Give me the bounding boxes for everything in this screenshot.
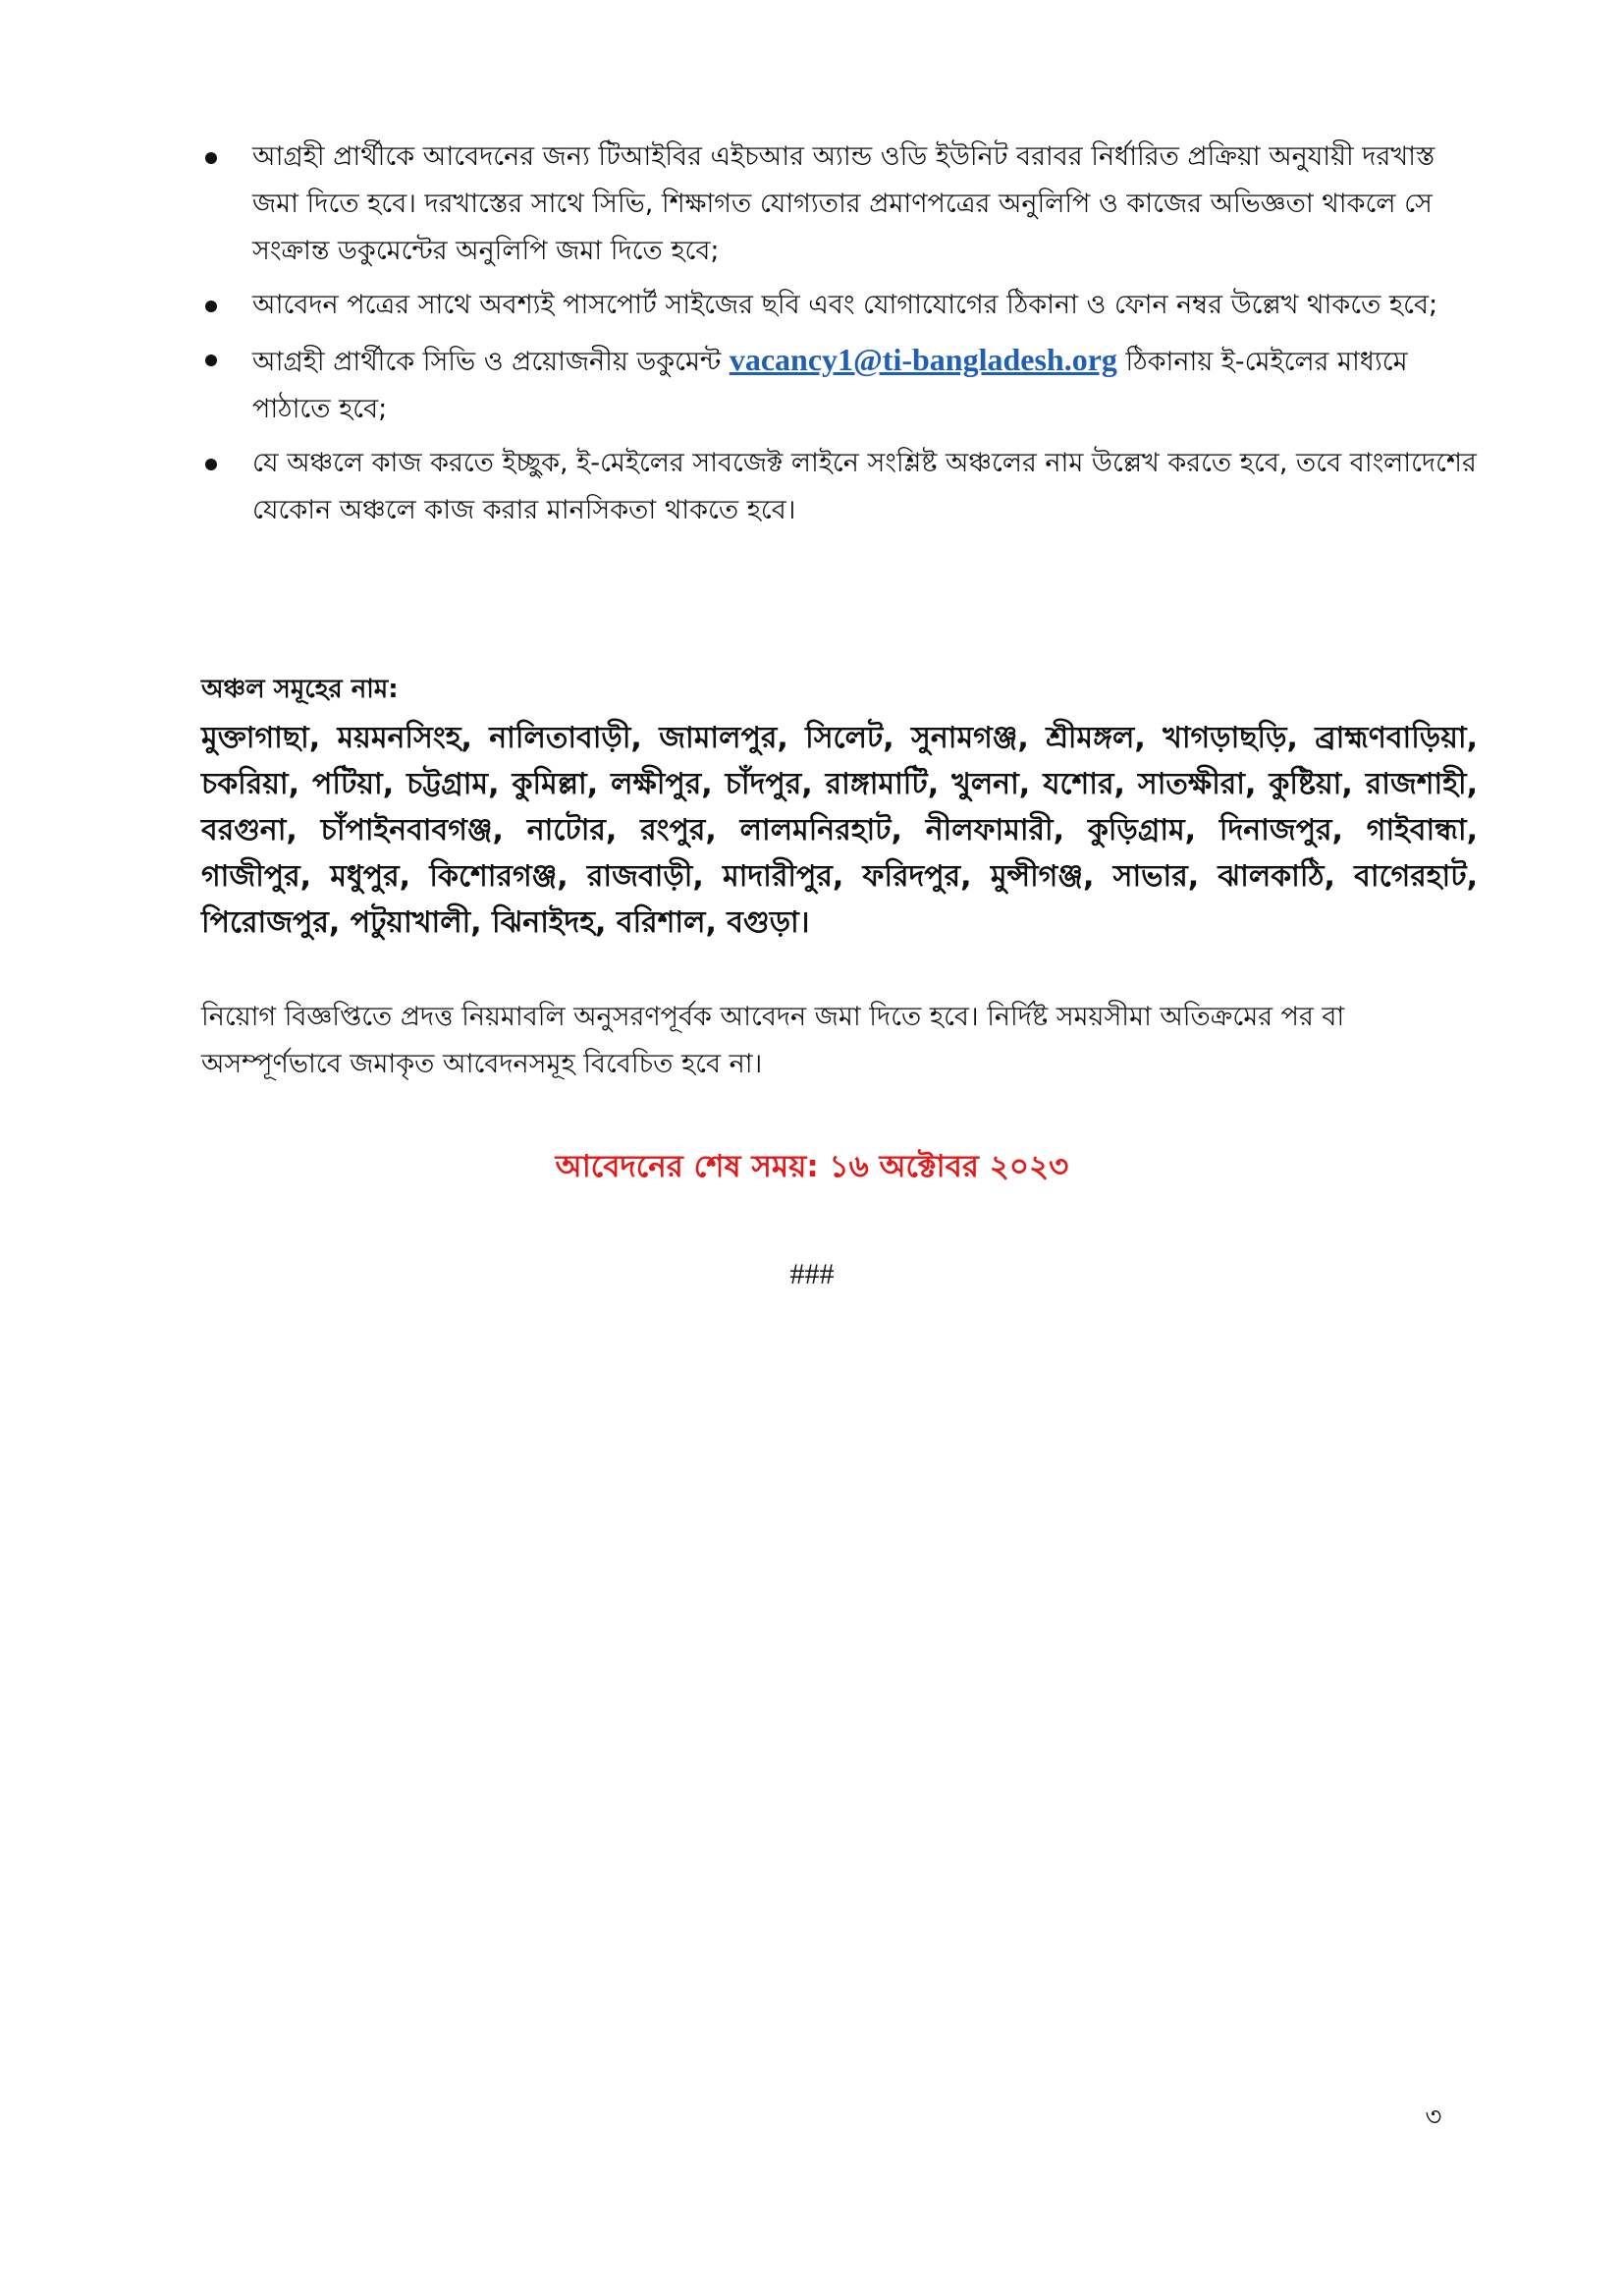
list-item — [201, 440, 1478, 534]
instructions-paragraph: নিয়োগ বিজ্ঞপ্তিতে প্রদত্ত নিয়মাবলি অনুসরণপূর্বক আবেদন জমা দিতে হবে। নির্দিষ্ট সময়সীমা অতিক্রমের পর বা অসম্পূর্ণভাবে জমাকৃত আবেদনসমূহ বিবেচিত হবে না। — [201, 1002, 1345, 1079]
bullet-icon — [205, 459, 217, 470]
regions-list: মুক্তাগাছা, ময়মনসিংহ, নালিতাবাড়ী, জামালপুর, সিলেট, সুনামগঞ্জ, শ্রীমঙ্গল, খাগড়াছড়ি, ব্রাহ্মণবাড়িয়া, চকরিয়া, পটিয়া, চট্টগ্রাম, কুমিল্লা, লক্ষীপুর, চাঁদপুর, রাঙ্গামাটি, খুলনা, যশোর, সাতক্ষীরা, কুষ্টিয়া, রাজশাহী, বরগুনা, চাঁপাইনবাবগঞ্জ, নাটোর, রংপুর, লালমনিরহাট, নীলফামারী, কুড়িগ্রাম, দিনাজপুর, গাইবান্ধা, গাজীপুর, মধুপুর, কিশোরগঞ্জ, রাজবাড়ী, মাদারীপুর, ফরিদপুর, মুন্সীগঞ্জ, সাভার, ঝালকাঠি, বাগেরহাট, পিরোজপুর, পটুয়াখালী, ঝিনাইদহ, বরিশাল, বগুড়া। — [201, 721, 1478, 940]
bullet-icon — [205, 152, 217, 164]
regions-heading: অঞ্চল সমূহের নাম: — [201, 675, 399, 704]
list-item — [201, 134, 1478, 275]
end-mark: ### — [789, 1258, 835, 1290]
requirement-text: আবেদন পত্রের সাথে অবশ্যই পাসপোর্ট সাইজের ছবি এবং যোগাযোগের ঠিকানা ও ফোন নম্বর উল্লেখ থাকতে হবে; — [252, 290, 1438, 320]
application-requirements-list — [201, 134, 1478, 541]
requirement-text: আগ্রহী প্রার্থীকে আবেদনের জন্য টিআইবির এইচআর অ্যান্ড ওডি ইউনিট বরাবর নির্ধারিত প্রক্রিয়া অনুযায়ী দরখাস্ত জমা দিতে হবে। দরখাস্তের সাথে সিভি, শিক্ষাগত যোগ্যতার প্রমাণপত্রের অনুলিপি ও কাজের অভিজ্ঞতা থাকলে সে সংক্রান্ত ডকুমেন্টের অনুলিপি জমা দিতে হবে; — [252, 141, 1435, 266]
email-link[interactable]: vacancy1@ti-bangladesh.org — [729, 342, 1117, 377]
list-item — [201, 336, 1478, 433]
requirement-text: ঠিকানায় ই-মেইলের মাধ্যমে পাঠাতে হবে; — [252, 347, 1408, 424]
list-item — [201, 282, 1478, 329]
bullet-icon — [205, 301, 217, 312]
requirement-text: আগ্রহী প্রার্থীকে সিভি ও প্রয়োজনীয় ডকুমেন্ট — [252, 347, 730, 377]
bullet-icon — [205, 355, 217, 366]
requirement-text: যে অঞ্চলে কাজ করতে ইচ্ছুক, ই-মেইলের সাবজেক্ট লাইনে সংশ্লিষ্ট অঞ্চলের নাম উল্লেখ করতে হবে, তবে বাংলাদেশের যেকোন অঞ্চলে কাজ করার মানসিকতা থাকতে হবে। — [252, 448, 1477, 525]
page-number: ৩ — [1425, 2103, 1442, 2132]
application-deadline: আবেদনের শেষ সময়: ১৬ অক্টোবর ২০২৩ — [555, 1149, 1069, 1184]
